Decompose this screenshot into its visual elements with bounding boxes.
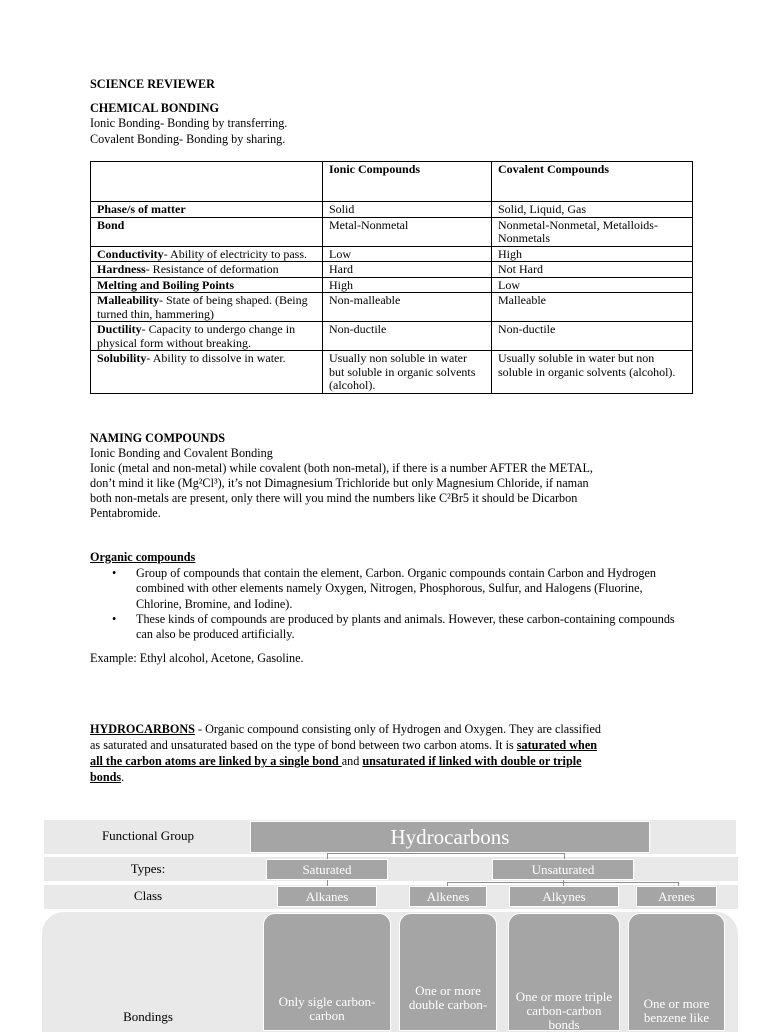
covalent-cell: Malleable bbox=[492, 293, 693, 322]
saturated-definition: saturated when bbox=[516, 738, 598, 752]
root-hydrocarbons-box: Hydrocarbons bbox=[250, 821, 650, 853]
bonding-alkanes-box: Only sigle carbon-carbon bbox=[263, 913, 391, 1031]
hydrocarbons-text: . bbox=[121, 770, 125, 784]
row-term: Ductility bbox=[97, 322, 142, 336]
table-header-cell bbox=[91, 162, 323, 202]
row-desc: - State of being shaped. (Being turned thin, hammering) bbox=[97, 293, 308, 321]
bonding-arenes-box: One or more benzene like bbox=[628, 913, 725, 1031]
row-term: Bond bbox=[97, 217, 125, 232]
covalent-cell: Low bbox=[492, 277, 693, 293]
hydrocarbons-line-4 bbox=[90, 770, 124, 785]
covalent-cell: Nonmetal-Nonmetal, Metalloids-Nonmetals bbox=[492, 217, 693, 246]
row-desc: - Ability to dissolve in water. bbox=[146, 351, 286, 365]
row-term: Solubility bbox=[97, 351, 147, 365]
covalent-cell: Not Hard bbox=[492, 262, 693, 278]
row-desc: - Resistance of deformation bbox=[145, 262, 279, 276]
ionic-cell: Solid bbox=[323, 202, 492, 218]
ionic-cell: Non-malleable bbox=[323, 293, 492, 322]
row-label-bondings: Bondings bbox=[123, 1009, 173, 1024]
type-saturated-box: Saturated bbox=[266, 859, 388, 880]
bonding-alkynes-box: One or more triple carbon-carbon bonds bbox=[508, 913, 620, 1031]
naming-line: Ionic (metal and non-metal) while covalent (both non-metal), if there is a number AFTER the METAL, bbox=[90, 461, 593, 475]
table-row bbox=[91, 202, 693, 218]
ionic-cell: Non-ductile bbox=[323, 322, 492, 351]
row-desc: - Ability of electricity to pass. bbox=[163, 246, 307, 261]
row-term: Hardness bbox=[97, 262, 146, 276]
saturated-definition: all the carbon atoms are linked by a single bond bbox=[90, 754, 342, 768]
hydrocarbons-text: and bbox=[341, 754, 363, 768]
hydrocarbons-text: - Organic compound consisting only of Hydrogen and Oxygen. They are classified bbox=[194, 722, 602, 736]
ionic-cell: Low bbox=[323, 246, 492, 262]
table-row bbox=[91, 277, 693, 293]
row-desc: - Capacity to undergo change in physical form without breaking. bbox=[97, 322, 296, 350]
list-item: • These kinds of compounds are produced by plants and animals. However, these carbon-containing compounds can also be produced artificially. bbox=[90, 612, 690, 643]
table-header-row bbox=[91, 162, 693, 202]
table-row bbox=[91, 293, 693, 322]
table-row bbox=[91, 262, 693, 278]
table-header-cell: Covalent Compounds bbox=[492, 162, 693, 202]
naming-line: Pentabromide. bbox=[90, 506, 161, 520]
page-title: SCIENCE REVIEWER bbox=[90, 77, 215, 91]
hydrocarbons-line-1 bbox=[90, 722, 601, 737]
row-label-types: Types: bbox=[130, 861, 166, 876]
hydrocarbons-text: as saturated and unsaturated based on the type of bond between two carbon atoms. It is bbox=[90, 738, 517, 752]
ionic-cell: Metal-Nonmetal bbox=[323, 217, 492, 246]
table-row bbox=[91, 246, 693, 262]
covalent-cell: Usually soluble in water but non soluble in organic solvents (alcohol). bbox=[492, 351, 693, 394]
hydrocarbons-term: HYDROCARBONS bbox=[90, 722, 195, 736]
chemical-bonding-heading: CHEMICAL BONDING bbox=[90, 101, 219, 115]
table-row bbox=[91, 351, 693, 394]
bonding-alkenes-box: One or more double carbon- bbox=[399, 913, 497, 1031]
type-unsaturated-box: Unsaturated bbox=[492, 859, 634, 880]
unsaturated-definition: unsaturated if linked with double or triple bbox=[362, 754, 582, 768]
naming-compounds-heading: NAMING COMPOUNDS bbox=[90, 431, 226, 445]
class-arenes-box: Arenes bbox=[636, 886, 717, 907]
covalent-cell: High bbox=[492, 246, 693, 262]
hydrocarbons-line-2 bbox=[90, 738, 597, 753]
table-header-cell: Ionic Compounds bbox=[323, 162, 492, 202]
row-term: Phase/s of matter bbox=[97, 202, 186, 216]
row-term: Malleability bbox=[97, 293, 159, 307]
ionic-bonding-definition: Ionic Bonding- Bonding by transferring. bbox=[90, 116, 288, 130]
naming-line: both non-metals are present, only there will you mind the numbers like C²Br5 it should be Dicarbon bbox=[90, 491, 578, 505]
ionic-cell: Hard bbox=[323, 262, 492, 278]
class-alkynes-box: Alkynes bbox=[509, 886, 619, 907]
organic-compounds-heading: Organic compounds bbox=[90, 550, 196, 564]
row-term: Conductivity bbox=[97, 246, 164, 261]
unsaturated-definition: bonds bbox=[90, 770, 122, 784]
naming-subheading: Ionic Bonding and Covalent Bonding bbox=[90, 446, 273, 460]
class-alkanes-box: Alkanes bbox=[277, 886, 377, 907]
ionic-cell: Usually non soluble in water but soluble in organic solvents (alcohol). bbox=[323, 351, 492, 394]
covalent-cell: Non-ductile bbox=[492, 322, 693, 351]
covalent-cell: Solid, Liquid, Gas bbox=[492, 202, 693, 218]
table-row bbox=[91, 322, 693, 351]
organic-bullet-list bbox=[90, 566, 690, 642]
class-alkenes-box: Alkenes bbox=[409, 886, 487, 907]
naming-line: don’t mind it like (Mg²Cl³), it’s not Dimagnesium Trichloride but only Magnesium Chloride, if naman bbox=[90, 476, 589, 490]
comparison-table bbox=[90, 161, 693, 394]
row-term: Melting and Boiling Points bbox=[97, 277, 235, 292]
hydrocarbons-line-3 bbox=[90, 754, 582, 769]
ionic-cell: High bbox=[323, 277, 492, 293]
covalent-bonding-definition: Covalent Bonding- Bonding by sharing. bbox=[90, 132, 286, 146]
row-label-class: Class bbox=[133, 888, 163, 903]
list-item: • Group of compounds that contain the element, Carbon. Organic compounds contain Carbon and Hydrogen combined with other elements namely Oxygen, Nitrogen, Phosphorous, Sulfur, and Halogens (Fluorine, Chlorine, Bromine, and Iodine). bbox=[90, 566, 690, 612]
organic-example: Example: Ethyl alcohol, Acetone, Gasoline. bbox=[90, 651, 304, 665]
row-label-functional-group: Functional Group bbox=[101, 828, 195, 843]
table-row bbox=[91, 217, 693, 246]
